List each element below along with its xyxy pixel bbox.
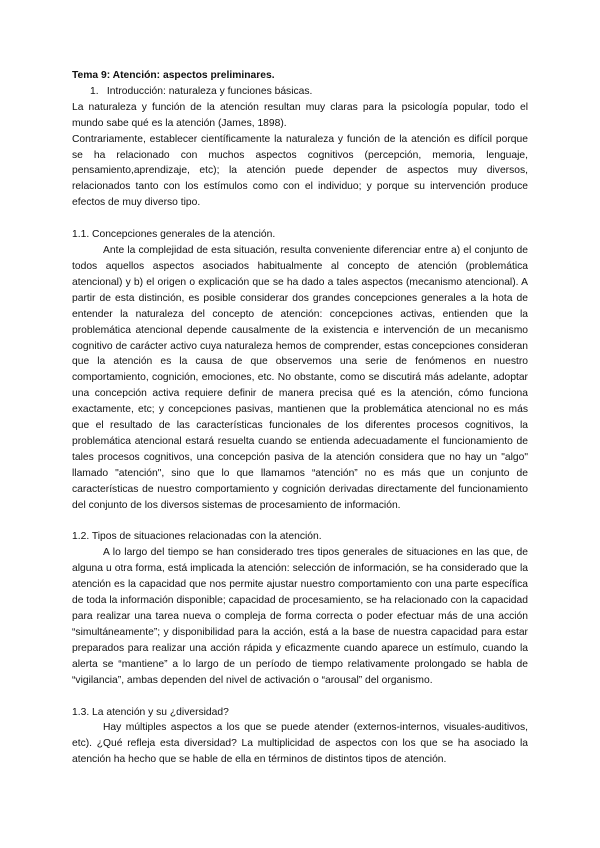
section-body-1-2: A lo largo del tiempo se han considerado tres tipos generales de situaciones en las que, de alguna u otra forma, está implicada la atención: selección de información, se ha considerado que la atención es la capacidad que nos permite ajustar nuestro comportamiento con una parte específica de toda la información disponible; capacidad de procesamiento, se ha relacionado con la capacidad para realizar una tarea nueva o compleja de forma correcta o poder efectuar más de una acción “simultáneamente”; y disponibilidad para la acción, está a la base de nuestra capacidad para estar preparados para realizar una acción rápida y eficazmente cuando aparece un estímulo, cuando la alerta se “mantiene” a lo largo de un período de tiempo relativamente prolongado se habla de “vigilancia”, ambas dependen del nivel de activación o “arousal” del organismo. [72, 547, 528, 686]
intro-paragraph-1: La naturaleza y función de la atención resultan muy claras para la psicología popular, todo el mundo sabe qué es la atención (James, 1898). [72, 101, 528, 129]
intro-paragraph-2: Contrariamente, establecer científicamente la naturaleza y función de la atención es difícil porque se ha relacionado con muchos aspectos cognitivos (percepción, memoria, lenguaje, pensamiento,aprendizaje, etc); la atención puede depender de aspectos muy diversos, relacionados tanto con los estímulos como con el individuo; y porque su intervención produce efectos de muy diverso tipo. [72, 133, 528, 209]
document-page [72, 68, 528, 768]
list-number: 1. [90, 85, 99, 97]
section-body-1-1: Ante la complejidad de esta situación, resulta conveniente diferenciar entre a) el conjunto de todos aquellos aspectos asociados habitualmente al concepto de atención (problemática atencional) y b) el origen o explicación que se ha dado a tales aspectos (mecanismo atencional). A partir de esta distinción, es posible considerar dos grandes concepciones generales a la hota de entender la naturaleza del concepto de atención: concepciones activas, entienden que la problemática atencional depende causalmente de la existencia e intervención de un mecanismo cognitivo de carácter activo cuya naturaleza hemos de comprender, estas concepciones consideran que la atención es la causa de que observemos una serie de fenómenos en nuestro comportamiento, cognición, emociones, etc. No obstante, como se discutirá más adelante, adoptar una concepción activa requiere definir de manera precisa qué es la atención, cómo funciona exactamente, etc; y concepciones pasivas, mantienen que la problemática atencional no es más que el resultado de las características funcionales de los diferentes procesos cognitivos, la problemática atencional estará resuelta cuando se entienda adecuadamente el funcionamiento de tales procesos cognitivos, una concepción pasiva de la atención considera que no hay un "algo" llamado "atención", sino que lo que llamamos “atención” no es más que un conjunto de características de nuestro comportamiento y cognición derivadas directamente del funcionamiento del conjunto de los diversos sistemas de procesamiento de información. [72, 245, 528, 511]
list-item-text: Introducción: naturaleza y funciones básicas. [106, 85, 313, 97]
section-heading-1-3: 1.3. La atención y su ¿diversidad? [72, 706, 229, 718]
list-item-intro [72, 84, 528, 100]
section-heading-1-1: 1.1. Concepciones generales de la atención. [72, 229, 276, 241]
section-body-1-3: Hay múltiples aspectos a los que se puede atender (externos-internos, visuales-auditivos, etc). ¿Qué refleja esta diversidad? La multiplicidad de aspectos con los que se ha asociado la atención ha hecho que se hable de ella en términos de distintos tipos de atención. [72, 722, 528, 766]
section-heading-1-2: 1.2. Tipos de situaciones relacionadas con la atención. [72, 531, 322, 543]
document-title: Tema 9: Atención: aspectos preliminares. [72, 70, 275, 81]
